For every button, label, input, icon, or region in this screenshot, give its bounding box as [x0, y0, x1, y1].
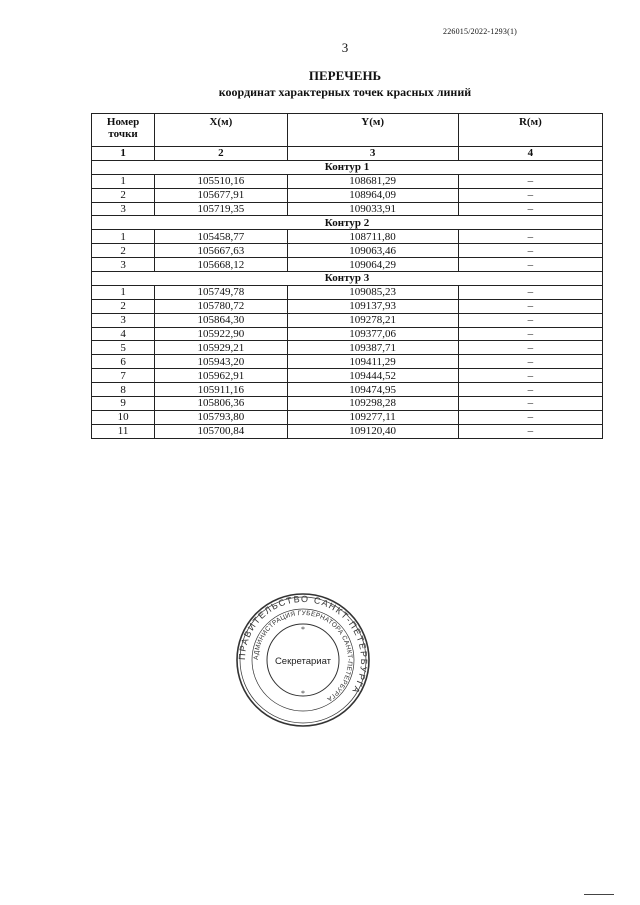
- radius-cell: –: [458, 258, 602, 272]
- radius-cell: –: [458, 313, 602, 327]
- table-row: [92, 285, 603, 299]
- document-registration-number: 226015/2022-1293(1): [443, 27, 518, 36]
- svg-text:Секретариат: Секретариат: [274, 656, 332, 667]
- radius-cell: –: [458, 244, 602, 258]
- radius-cell: –: [458, 230, 602, 244]
- table-row: [92, 299, 603, 313]
- table-row: [92, 424, 603, 438]
- document-subtitle: координат характерных точек красных линий: [218, 85, 472, 99]
- table-row: [92, 369, 603, 383]
- x-coordinate-cell: 105922,90: [155, 327, 287, 341]
- y-coordinate-cell: 109411,29: [287, 355, 458, 369]
- x-coordinate-cell: 105749,78: [155, 285, 287, 299]
- contour-header-row: [92, 160, 603, 174]
- svg-text:*: *: [301, 689, 305, 698]
- y-coordinate-cell: 108681,29: [287, 174, 458, 188]
- column-number: 4: [458, 147, 602, 161]
- y-coordinate-cell: 109033,91: [287, 202, 458, 216]
- table-row: [92, 230, 603, 244]
- radius-cell: –: [458, 410, 602, 424]
- y-coordinate-cell: 109120,40: [287, 424, 458, 438]
- point-number-cell: 5: [92, 341, 155, 355]
- table-row: [92, 410, 603, 424]
- point-number-cell: 8: [92, 383, 155, 397]
- table-row: [92, 327, 603, 341]
- point-number-cell: 6: [92, 355, 155, 369]
- official-seal-stamp: [235, 592, 371, 728]
- radius-cell: –: [458, 202, 602, 216]
- y-coordinate-cell: 109137,93: [287, 299, 458, 313]
- x-coordinate-cell: 105864,30: [155, 313, 287, 327]
- y-coordinate-cell: 109387,71: [287, 341, 458, 355]
- x-coordinate-cell: 105510,16: [155, 174, 287, 188]
- radius-cell: –: [458, 424, 602, 438]
- table-body: [92, 160, 603, 438]
- table-row: [92, 258, 603, 272]
- radius-cell: –: [458, 174, 602, 188]
- table-row: [92, 341, 603, 355]
- y-coordinate-cell: 108964,09: [287, 188, 458, 202]
- x-coordinate-cell: 105719,35: [155, 202, 287, 216]
- x-coordinate-cell: 105700,84: [155, 424, 287, 438]
- point-number-cell: 2: [92, 244, 155, 258]
- x-coordinate-cell: 105943,20: [155, 355, 287, 369]
- y-coordinate-cell: 109377,06: [287, 327, 458, 341]
- svg-text:ПРАВИТЕЛЬСТВО САНКТ-ПЕТЕРБУРГА: ПРАВИТЕЛЬСТВО САНКТ-ПЕТЕРБУРГА: [236, 593, 370, 697]
- table-row: [92, 202, 603, 216]
- radius-cell: –: [458, 341, 602, 355]
- contour-label: Контур 2: [92, 216, 603, 230]
- x-coordinate-cell: 105677,91: [155, 188, 287, 202]
- table-row: [92, 383, 603, 397]
- point-number-cell: 11: [92, 424, 155, 438]
- y-coordinate-cell: 109278,21: [287, 313, 458, 327]
- svg-text:АДМИНИСТРАЦИЯ ГУБЕРНАТОРА САНК: АДМИНИСТРАЦИЯ ГУБЕРНАТОРА САНКТ-ПЕТЕРБУРГА: [252, 609, 354, 703]
- radius-cell: –: [458, 383, 602, 397]
- y-coordinate-cell: 109298,28: [287, 397, 458, 411]
- table-row: [92, 188, 603, 202]
- contour-header-row: [92, 272, 603, 286]
- point-number-cell: 2: [92, 299, 155, 313]
- x-coordinate-cell: 105929,21: [155, 341, 287, 355]
- point-number-cell: 4: [92, 327, 155, 341]
- column-number: 1: [92, 147, 155, 161]
- table-row: [92, 244, 603, 258]
- y-coordinate-cell: 108711,80: [287, 230, 458, 244]
- header-r: R(м): [458, 114, 602, 147]
- point-number-cell: 1: [92, 230, 155, 244]
- y-coordinate-cell: 109277,11: [287, 410, 458, 424]
- contour-header-row: [92, 216, 603, 230]
- page-number: 3: [341, 40, 349, 55]
- radius-cell: –: [458, 188, 602, 202]
- contour-label: Контур 1: [92, 160, 603, 174]
- header-point-number: Номер точки: [92, 114, 155, 147]
- y-coordinate-cell: 109444,52: [287, 369, 458, 383]
- radius-cell: –: [458, 299, 602, 313]
- x-coordinate-cell: 105911,16: [155, 383, 287, 397]
- contour-label: Контур 3: [92, 272, 603, 286]
- x-coordinate-cell: 105793,80: [155, 410, 287, 424]
- point-number-cell: 2: [92, 188, 155, 202]
- x-coordinate-cell: 105458,77: [155, 230, 287, 244]
- column-number: 2: [155, 147, 287, 161]
- y-coordinate-cell: 109064,29: [287, 258, 458, 272]
- header-y: Y(м): [287, 114, 458, 147]
- table-row: [92, 355, 603, 369]
- radius-cell: –: [458, 369, 602, 383]
- table-row: [92, 397, 603, 411]
- radius-cell: –: [458, 327, 602, 341]
- table-header-row: [92, 114, 603, 147]
- radius-cell: –: [458, 397, 602, 411]
- x-coordinate-cell: 105780,72: [155, 299, 287, 313]
- radius-cell: –: [458, 285, 602, 299]
- y-coordinate-cell: 109085,23: [287, 285, 458, 299]
- coordinates-table: [91, 113, 603, 439]
- column-numbers-row: [92, 147, 603, 161]
- header-x: X(м): [155, 114, 287, 147]
- page-edge-mark: [584, 894, 614, 895]
- point-number-cell: 10: [92, 410, 155, 424]
- document-title: ПЕРЕЧЕНЬ: [308, 68, 382, 83]
- table-row: [92, 313, 603, 327]
- table-row: [92, 174, 603, 188]
- y-coordinate-cell: 109063,46: [287, 244, 458, 258]
- point-number-cell: 9: [92, 397, 155, 411]
- point-number-cell: 3: [92, 313, 155, 327]
- y-coordinate-cell: 109474,95: [287, 383, 458, 397]
- point-number-cell: 1: [92, 174, 155, 188]
- point-number-cell: 3: [92, 258, 155, 272]
- point-number-cell: 3: [92, 202, 155, 216]
- x-coordinate-cell: 105668,12: [155, 258, 287, 272]
- radius-cell: –: [458, 355, 602, 369]
- x-coordinate-cell: 105806,36: [155, 397, 287, 411]
- point-number-cell: 7: [92, 369, 155, 383]
- column-number: 3: [287, 147, 458, 161]
- point-number-cell: 1: [92, 285, 155, 299]
- x-coordinate-cell: 105962,91: [155, 369, 287, 383]
- x-coordinate-cell: 105667,63: [155, 244, 287, 258]
- svg-text:*: *: [301, 625, 305, 634]
